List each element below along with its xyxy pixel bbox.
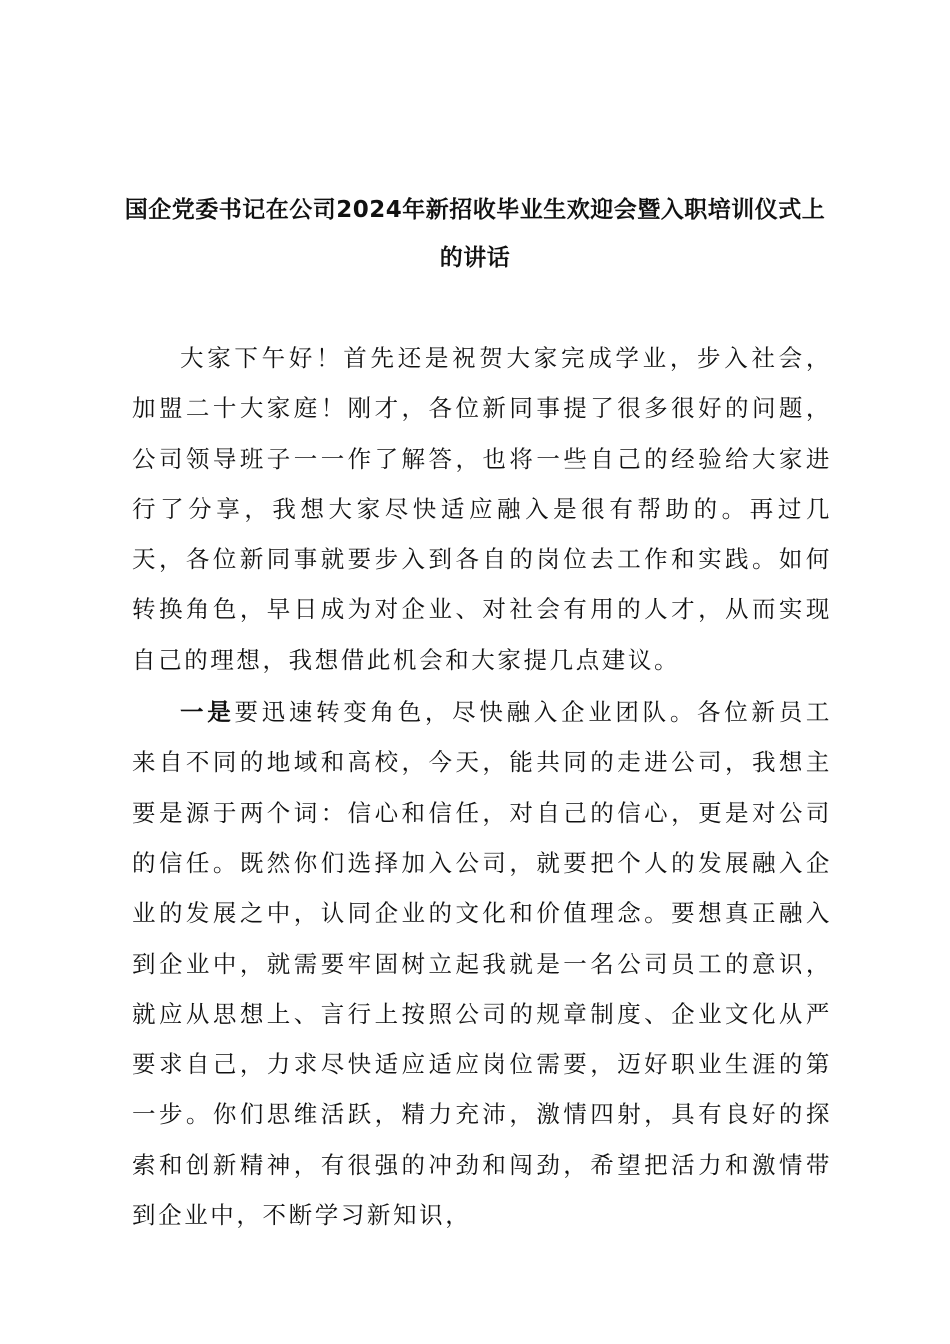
paragraph-text: 大家下午好！首先还是祝贺大家完成学业，步入社会，加盟二十大家庭！刚才，各位新同事提了很多很好的问题，公司领导班子一一作了解答，也将一些自己的经验给大家进行了分享，我想大家尽快适应融入是很有帮助的。再过几天，各位新同事就要步入到各自的岗位去工作和实践。如何转换角色，早日成为对企业、对社会有用的人才，从而实现自己的理想，我想借此机会和大家提几点建议。 [132, 344, 832, 674]
document-body [132, 333, 832, 1240]
paragraph-greeting [132, 333, 832, 685]
paragraph-point-one [132, 687, 832, 1240]
document-title: 国企党委书记在公司2024年新招收毕业生欢迎会暨入职培训仪式上的讲话 [124, 197, 826, 271]
paragraph-text: 要迅速转变角色，尽快融入企业团队。各位新员工来自不同的地域和高校，今天，能共同的走进公司，我想主要是源于两个词：信心和信任，对自己的信心，更是对公司的信任。既然你们选择加入公司，就要把个人的发展融入企业的发展之中，认同企业的文化和价值理念。要想真正融入到企业中，就需要牢固树立起我就是一名公司员工的意识，就应从思想上、言行上按照公司的规章制度、企业文化从严要求自己，力求尽快适应适应岗位需要，迈好职业生涯的第一步。你们思维活跃，精力充沛，激情四射，具有良好的探索和创新精神，有很强的冲劲和闯劲，希望把活力和激情带到企业中，不断学习新知识， [132, 698, 833, 1230]
paragraph-lead: 一是 [180, 698, 235, 727]
